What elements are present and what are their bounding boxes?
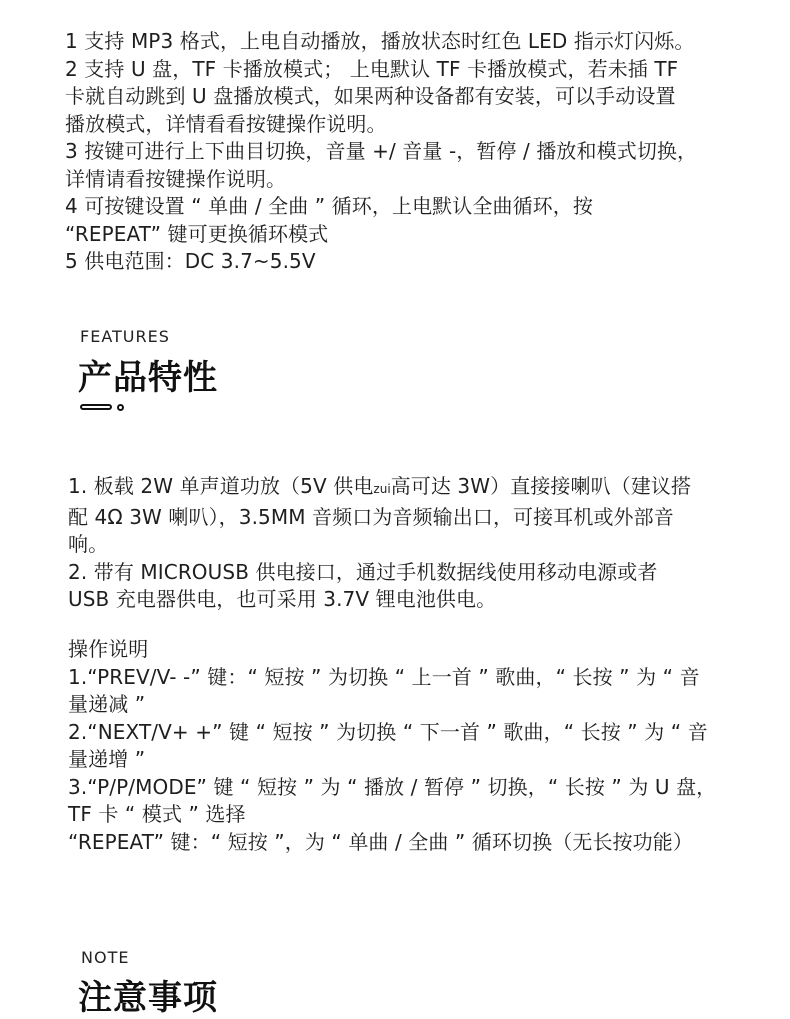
intro-line: 4 可按键设置 “ 单曲 / 全曲 ” 循环，上电默认全曲循环，按 [65, 194, 593, 218]
features-paragraph [68, 473, 691, 614]
intro-line: 详情请看按键操作说明。 [65, 166, 287, 191]
operation-line: 2.“NEXT/V+ +” 键 “ 短按 ” 为切换 “ 下一首 ” 歌曲，“ 长按 ” 为 “ 音 [68, 719, 708, 744]
operation-line: 1.“PREV/V- -” 键：“ 短按 ” 为切换 “ 上一首 ” 歌曲，“ 长按 ” 为 “ 音 [68, 664, 700, 689]
operation-instructions [68, 636, 716, 856]
intro-line: 1 支持 MP3 格式，上电自动播放，播放状态时红色 LED 指示灯闪烁。 [65, 29, 695, 53]
intro-paragraph [65, 28, 697, 276]
operation-line: 量递减 ” [68, 692, 146, 716]
operation-line: TF 卡 “ 模式 ” 选择 [68, 802, 246, 826]
intro-line: “REPEAT” 键可更换循环模式 [65, 221, 329, 246]
features-line: 响。 [68, 532, 109, 556]
pill-shape [80, 404, 112, 410]
features-line-part: 1. 板载 2W 单声道功放（5V 供电 [68, 474, 374, 498]
features-section-title: 产品特性 [78, 358, 218, 398]
note-section-title: 注意事项 [78, 978, 218, 1018]
features-line: 2. 带有 MICROUSB 供电接口，通过手机数据线使用移动电源或者 [68, 559, 658, 584]
intro-line: 5 供电范围：DC 3.7~5.5V [65, 249, 316, 273]
features-small-text: zui [373, 482, 391, 496]
operation-line: 量递增 ” [68, 747, 146, 771]
intro-line: 2 支持 U 盘，TF 卡播放模式； 上电默认 TF 卡播放模式，若未插 TF [65, 56, 679, 81]
features-line: 配 4Ω 3W 喇叭），3.5MM 音频口为音频输出口，可接耳机或外部音 [68, 504, 674, 529]
operation-line: 3.“P/P/MODE” 键 “ 短按 ” 为 “ 播放 / 暂停 ” 切换，“ 长按 ” 为 U 盘， [68, 774, 717, 799]
intro-line: 3 按键可进行上下曲目切换，音量 +/ 音量 -，暂停 / 播放和模式切换， [65, 139, 698, 163]
circle-shape [117, 404, 124, 411]
features-line-part: 高可达 3W）直接接喇叭（建议搭 [390, 474, 692, 498]
operation-heading: 操作说明 [68, 637, 149, 661]
divider-ornament-icon [80, 402, 128, 412]
note-section-label: NOTE [81, 948, 130, 967]
operation-line: “REPEAT” 键：“ 短按 ”，为 “ 单曲 / 全曲 ” 循环切换（无长按功能） [68, 829, 693, 854]
features-section-label: FEATURES [80, 327, 170, 346]
intro-line: 播放模式，详情看看按键操作说明。 [65, 111, 387, 136]
intro-line: 卡就自动跳到 U 盘播放模式，如果两种设备都有安装，可以手动设置 [65, 84, 676, 108]
features-line: USB 充电器供电，也可采用 3.7V 锂电池供电。 [68, 587, 497, 611]
features-line [68, 473, 691, 504]
